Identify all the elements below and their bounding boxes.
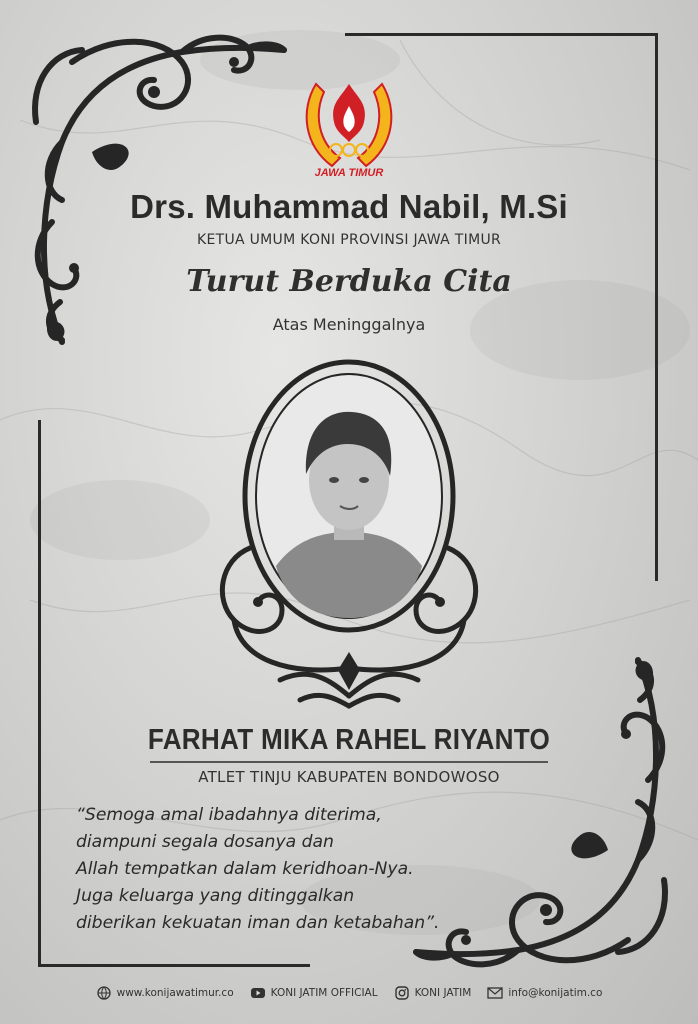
footer-email-text: info@konijatim.co [508, 987, 603, 999]
footer-email[interactable] [487, 986, 602, 1000]
sender-title: KETUA UMUM KONI PROVINSI JAWA TIMUR [196, 232, 502, 248]
youtube-icon [250, 986, 266, 1000]
prayer-line: Juga keluarga yang ditinggalkan [76, 886, 355, 906]
logo-label: JAWA TIMUR [314, 167, 384, 179]
footer-website-text: www.konijawatimur.co [116, 987, 234, 999]
footer-website[interactable] [96, 986, 234, 1000]
prayer-line: diberikan kekuatan iman dan ketabahan”. [76, 913, 440, 933]
email-icon [487, 986, 503, 1000]
koni-jatim-logo [298, 70, 400, 182]
frame-line-bottom [38, 964, 310, 967]
frame-line-right [655, 33, 658, 581]
footer-instagram-text: KONI JATIM [414, 987, 472, 999]
footer-contacts [0, 986, 698, 1000]
globe-icon [96, 986, 112, 1000]
instagram-icon [394, 986, 410, 1000]
frame-line-left [38, 420, 41, 966]
condolence-heading: Turut Berduka Cita [186, 264, 512, 299]
sender-name: Drs. Muhammad Nabil, M.Si [130, 188, 568, 225]
footer-youtube-text: KONI JATIM OFFICIAL [270, 987, 378, 999]
footer-instagram[interactable] [394, 986, 472, 1000]
name-divider [150, 761, 548, 763]
prayer-line: Allah tempatkan dalam keridhoan-Nya. [76, 859, 414, 879]
prayer-line: diampuni segala dosanya dan [76, 832, 334, 852]
frame-line-top [345, 33, 657, 36]
deceased-description: ATLET TINJU KABUPATEN BONDOWOSO [198, 768, 500, 786]
condolence-intro: Atas Meninggalnya [272, 315, 426, 334]
ornament-top-left [22, 22, 292, 352]
footer-youtube[interactable] [250, 986, 378, 1000]
prayer-line: “Semoga amal ibadahnya diterima, [76, 805, 382, 825]
portrait-ornament [210, 540, 488, 712]
deceased-name: FARHAT MIKA RAHEL RIYANTO [147, 724, 551, 756]
prayer-text [76, 802, 516, 937]
